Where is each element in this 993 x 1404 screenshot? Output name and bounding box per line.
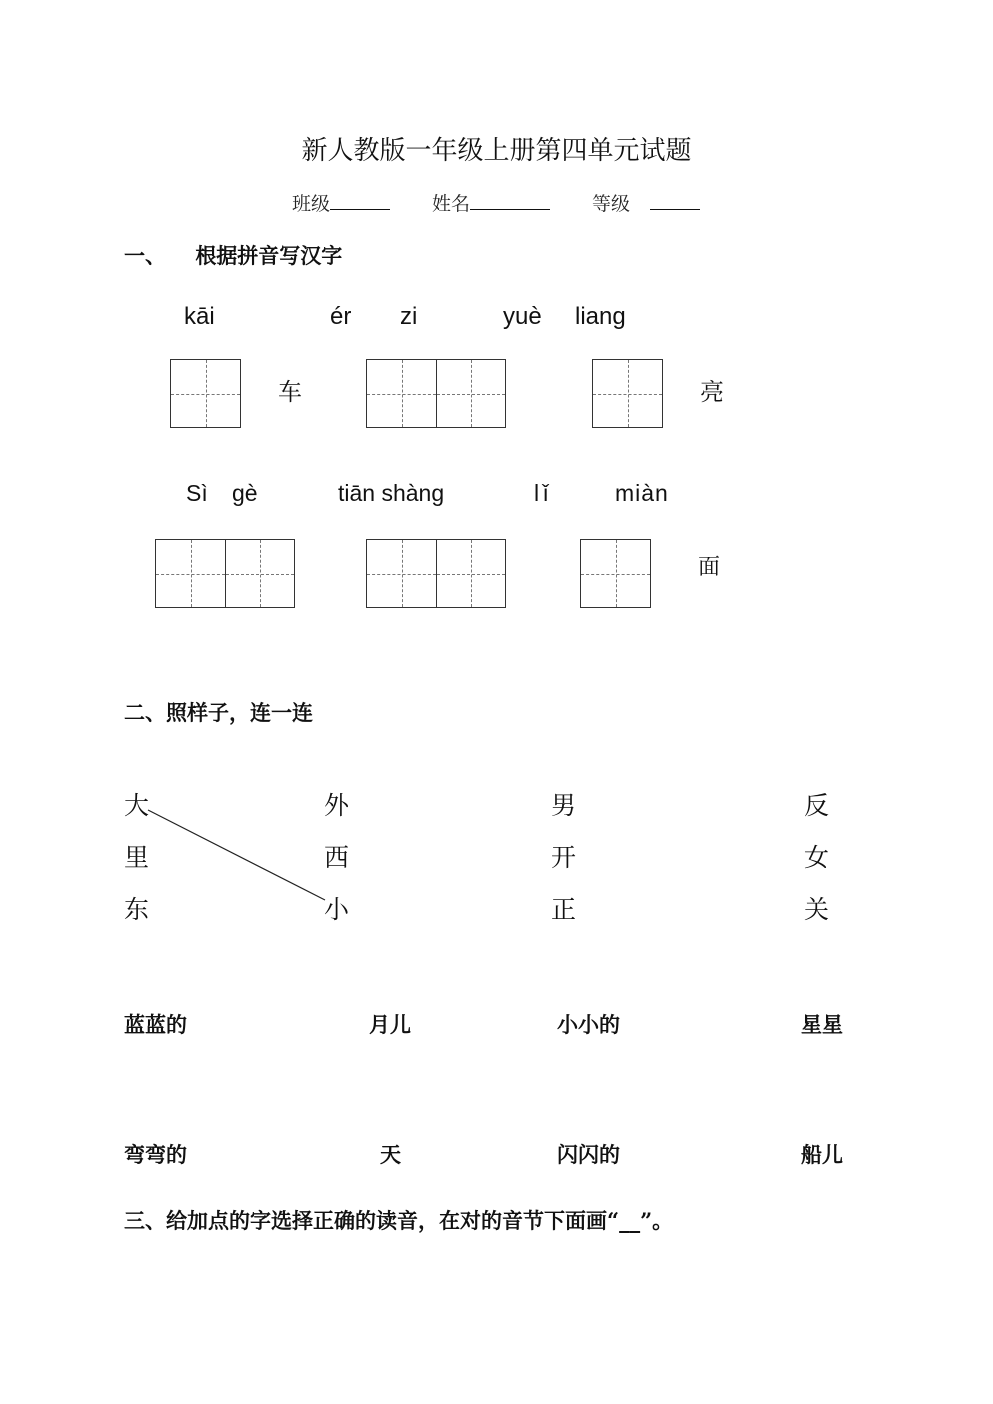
phrase-item[interactable]: 月儿 [369,1012,411,1037]
section1-title: 根据拼音写汉字 [195,243,343,268]
pinyin-kai: kāi [184,303,215,330]
phrase-item[interactable]: 星星 [801,1012,843,1037]
phrase-item[interactable]: 蓝蓝的 [124,1012,187,1037]
match-col3-item[interactable]: 正 [551,895,577,924]
char-mian: 面 [698,555,721,580]
section3-heading: 三、给加点的字选择正确的读音，在对的音节下面画“__”。 [124,1208,674,1233]
pinyin-mian: miàn [615,480,669,506]
match-col3-item[interactable]: 开 [551,843,577,872]
pinyin-yue: yuè [503,303,542,330]
phrase-item[interactable]: 闪闪的 [557,1142,620,1167]
page-title: 新人教版一年级上册第四单元试题 [301,136,692,166]
class-label: 班级 [292,193,331,215]
name-label: 姓名 [432,193,471,215]
section1-number: 一、 [124,243,166,268]
pinyin-li: lǐ [534,480,553,506]
pinyin-liang: liang [575,303,626,330]
match-col2-item[interactable]: 小 [324,895,350,924]
match-col2-item[interactable]: 西 [324,843,350,872]
char-liang: 亮 [700,378,724,406]
pinyin-si: Sì [186,480,208,506]
connector-line [148,810,325,900]
pinyin-tianshang: tiān shàng [338,480,445,506]
char-che: 车 [278,378,302,406]
pinyin-er: ér [330,303,352,330]
phrase-item[interactable]: 弯弯的 [124,1142,187,1167]
match-col4-item[interactable]: 关 [804,895,830,924]
match-col2-item[interactable]: 外 [324,791,350,820]
match-col1-item[interactable]: 大 [124,791,150,820]
pinyin-ge: gè [232,480,258,506]
phrase-item[interactable]: 船儿 [801,1142,843,1167]
grade-label: 等级 [592,193,631,215]
match-col1-item[interactable]: 东 [124,895,150,924]
match-col4-item[interactable]: 女 [804,843,830,872]
match-col4-item[interactable]: 反 [804,791,830,820]
phrase-item[interactable]: 天 [380,1142,401,1167]
pinyin-zi: zi [400,303,418,330]
phrase-item[interactable]: 小小的 [557,1012,620,1037]
match-col3-item[interactable]: 男 [551,791,577,820]
match-col1-item[interactable]: 里 [124,843,150,872]
section2-heading: 二、照样子，连一连 [124,700,313,725]
